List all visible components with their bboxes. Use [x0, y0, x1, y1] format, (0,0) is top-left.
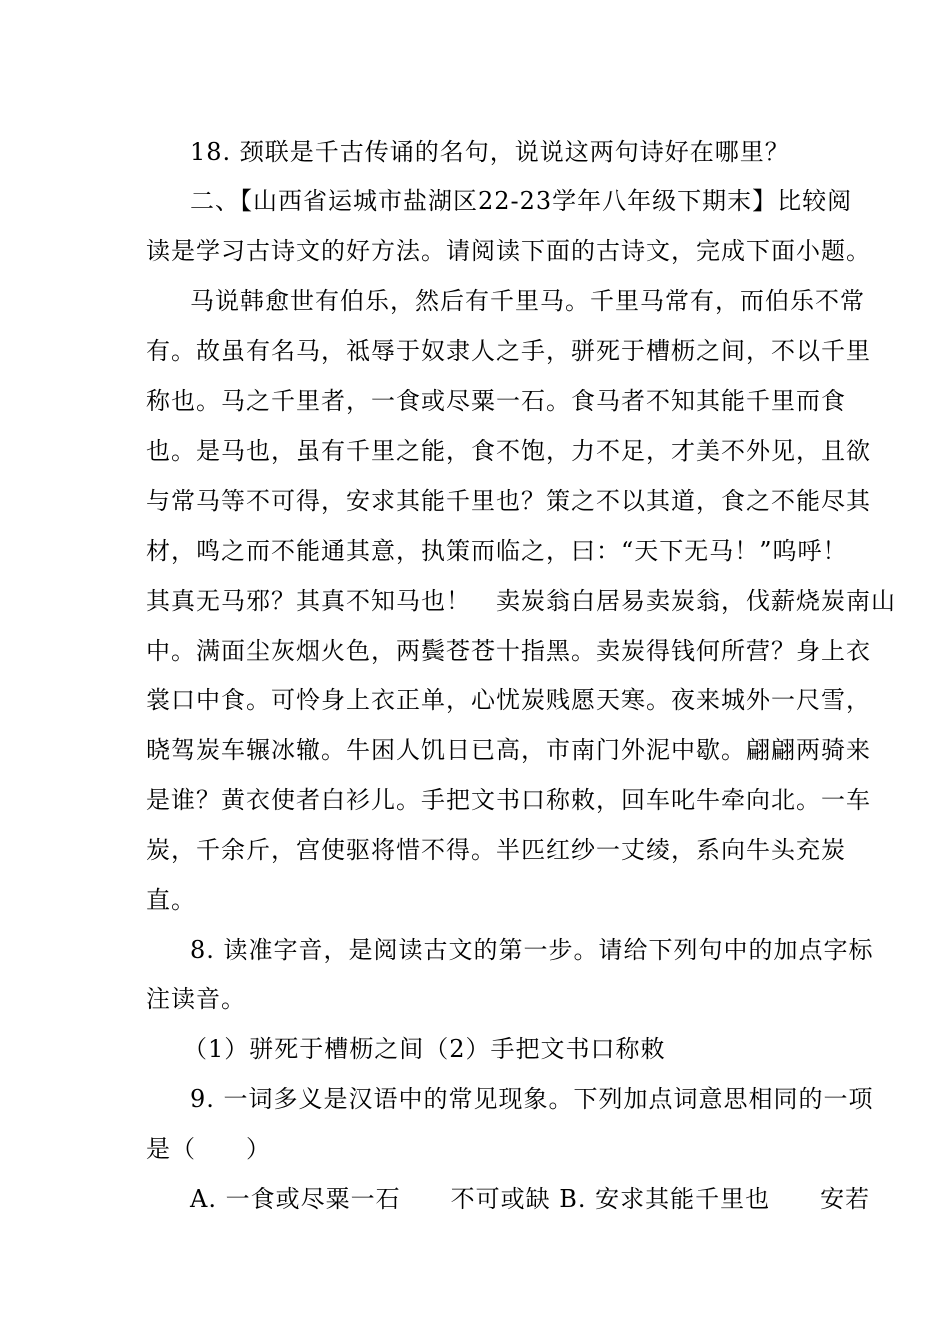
passage-line: 称也。马之千里者，一食或尽粟一石。食马者不知其能千里而食	[146, 387, 846, 415]
passage-line: 材，鸣之而不能通其意，执策而临之，曰：“天下无马！”呜呼！	[146, 537, 848, 565]
passage-line: 直。	[146, 886, 196, 914]
passage-line: 炭，千余斤，宫使驱将惜不得。半匹红纱一丈绫，系向牛头充炭	[146, 836, 846, 864]
section-two-instruction: 读是学习古诗文的好方法。请阅读下面的古诗文，完成下面小题。	[146, 237, 871, 265]
question-9: 9. 一词多义是汉语中的常见现象。下列加点词意思相同的一项	[190, 1085, 874, 1113]
passage-line: 也。是马也，虽有千里之能，食不饱，力不足，才美不外见，且欲	[146, 437, 871, 465]
question-8: 8. 读准字音，是阅读古文的第一步。请给下列句中的加点字标	[190, 936, 874, 964]
passage-line: 中。满面尘灰烟火色，两鬓苍苍十指黑。卖炭得钱何所营？身上衣	[146, 637, 871, 665]
passage-line: 是谁？黄衣使者白衫儿。手把文书口称敕，回车叱牛牵向北。一车	[146, 786, 871, 814]
question-9-options: A. 一食或尽粟一石 不可或缺 B. 安求其能千里也 安若	[190, 1185, 871, 1213]
passage-line: 晓驾炭车辗冰辙。牛困人饥日已高，市南门外泥中歇。翩翩两骑来	[146, 736, 871, 764]
passage-line: 有。故虽有名马，祗辱于奴隶人之手，骈死于槽枥之间，不以千里	[146, 337, 871, 365]
passage-line: 与常马等不可得，安求其能千里也？策之不以其道，食之不能尽其	[146, 487, 871, 515]
section-two-heading: 二、【山西省运城市盐湖区22-23学年八年级下期末】比较阅	[190, 187, 853, 215]
question-8-items: （1）骈死于槽枥之间（2）手把文书口称敕	[183, 1035, 666, 1063]
question-8-continued: 注读音。	[146, 985, 246, 1013]
passage-line: 马说韩愈世有伯乐，然后有千里马。千里马常有，而伯乐不常	[190, 287, 865, 315]
passage-line: 裳口中食。可怜身上衣正单，心忧炭贱愿天寒。夜来城外一尺雪，	[146, 686, 871, 714]
question-9-continued: 是（ ）	[146, 1135, 271, 1163]
passage-line: 其真无马邪？其真不知马也！ 卖炭翁白居易卖炭翁，伐薪烧炭南山	[146, 587, 896, 615]
question-18: 18. 颈联是千古传诵的名句，说说这两句诗好在哪里？	[190, 138, 790, 166]
